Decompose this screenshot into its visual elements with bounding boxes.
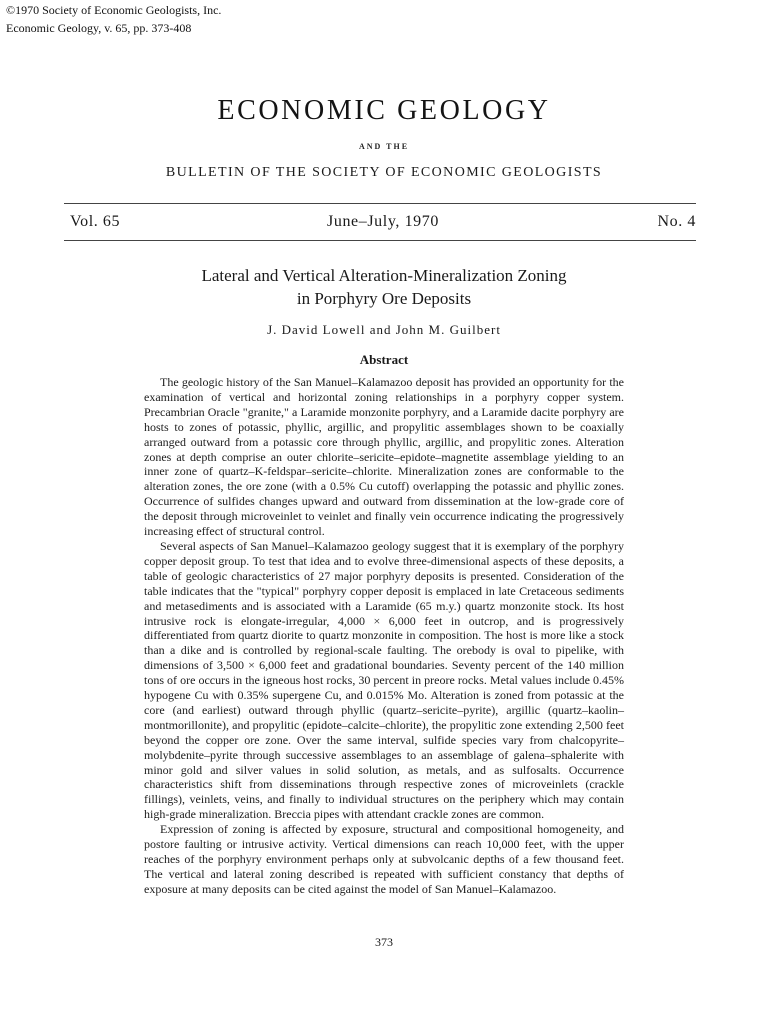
article-authors: J. David Lowell and John M. Guilbert	[267, 322, 501, 337]
issue-number: No. 4	[657, 213, 696, 230]
abstract-heading: Abstract	[359, 352, 409, 367]
article-title	[0, 264, 768, 310]
abstract-paragraph: The geologic history of the San Manuel–Kalamazoo deposit has provided an opportunity for the examination of vertical and horizontal zoning relationships in a porphyry copper system. Precambrian Oracle "granite," a Laramide monzonite porphyry, and a Laramide dacite porphyry are hosts to zones of potassic, phyllic, argillic, and propylitic assemblages shown to be coaxially arranged outward from a potassic core through phyllic, argillic, and propylitic zones. Alteration zones at depth comprise an outer chlorite–sericite–epidote–magnetite assemblage yielding to an inner zone of quartz–K-feldspar–sericite–chlorite. Mineralization zones are conformable to the alteration zones, the ore zone (with a 0.5% Cu cutoff) overlapping the potassic and phyllic zones. Occurrence of sulfides changes upward and outward from dissemination at the low-grade core of the deposit through microveinlet to veinlet and finally vein occurrence indicating the progressively increasing effect of structural control.	[144, 375, 624, 539]
abstract-paragraph: Several aspects of San Manuel–Kalamazoo geology suggest that it is exemplary of the porphyry copper deposit group. To test that idea and to evolve three-dimensional aspects of these deposits, a table of geologic characteristics of 27 major porphyry deposits is presented. Consideration of the table indicates that the "typical" porphyry copper deposit is emplaced in late Cretaceous sediments and metasediments and is associated with a Laramide (65 m.y.) quartz monzonite stock. Its host intrusive rock is elongate-irregular, 4,000 × 6,000 feet in outcrop, and is progressively differentiated from quartz diorite to quartz monzonite in composition. The host is more like a stock than a dike and is controlled by regional-scale faulting. The orebody is oval to pipelike, with dimensions of 3,500 × 6,000 feet and gradational boundaries. Seventy percent of the 140 million tons of ore occurs in the igneous host rocks, 30 percent in preore rocks. Metal values include 0.45% hypogene Cu with 0.35% supergene Cu, and 0.015% Mo. Alteration is zoned from potassic at the core (and earliest) outward through phyllic (quartz–sericite–pyrite), argillic (quartz–kaolin–montmorillonite), and propylitic (epidote–calcite–chlorite), the propylitic zone extending 2,500 feet beyond the copper ore zone. Over the same interval, sulfide species vary from chalcopyrite–molybdenite–pyrite through successive assemblages to an assemblage of galena–sphalerite with minor gold and silver values in solid solution, as metals, and as sulfosalts. Occurrence characteristics shift from disseminations through respective zones of microveinlets (crackle fillings), veinlets, veins, and finally to individual structures on the periphery which may contain high-grade mineralization. Breccia pipes with attendant crackle zones are common.	[144, 538, 624, 822]
issue-date: June–July, 1970	[327, 213, 439, 230]
issue-line	[70, 213, 696, 235]
abstract-paragraph: Expression of zoning is affected by exposure, structural and compositional homogeneity, and postore faulting or intrusive activity. Vertical dimensions can reach 10,000 feet, with the upper reaches of the porphyry environment perhaps only at subvolcanic depths of a few thousand feet. The vertical and lateral zoning described is repeated with sufficient constancy that depths of exposure at many deposits can be cited against the model of San Manuel–Kalamazoo.	[144, 822, 624, 896]
and-the-label: AND THE	[358, 142, 410, 151]
masthead-rule-top	[64, 203, 696, 204]
citation-line: Economic Geology, v. 65, pp. 373-408	[6, 21, 192, 35]
article-title-line-1: Lateral and Vertical Alteration-Mineralization Zoning	[201, 266, 567, 285]
page-number: 373	[375, 935, 393, 949]
volume-label: Vol. 65	[70, 213, 121, 230]
article-title-line-2: in Porphyry Ore Deposits	[296, 289, 472, 308]
copyright-notice	[6, 1, 221, 37]
copyright-line: ©1970 Society of Economic Geologists, Inc.	[6, 3, 222, 17]
bulletin-title: BULLETIN OF THE SOCIETY OF ECONOMIC GEOLOGISTS	[165, 165, 603, 180]
masthead-rule-bottom	[64, 240, 696, 241]
abstract-body	[144, 375, 624, 897]
journal-title: ECONOMIC GEOLOGY	[217, 95, 551, 126]
